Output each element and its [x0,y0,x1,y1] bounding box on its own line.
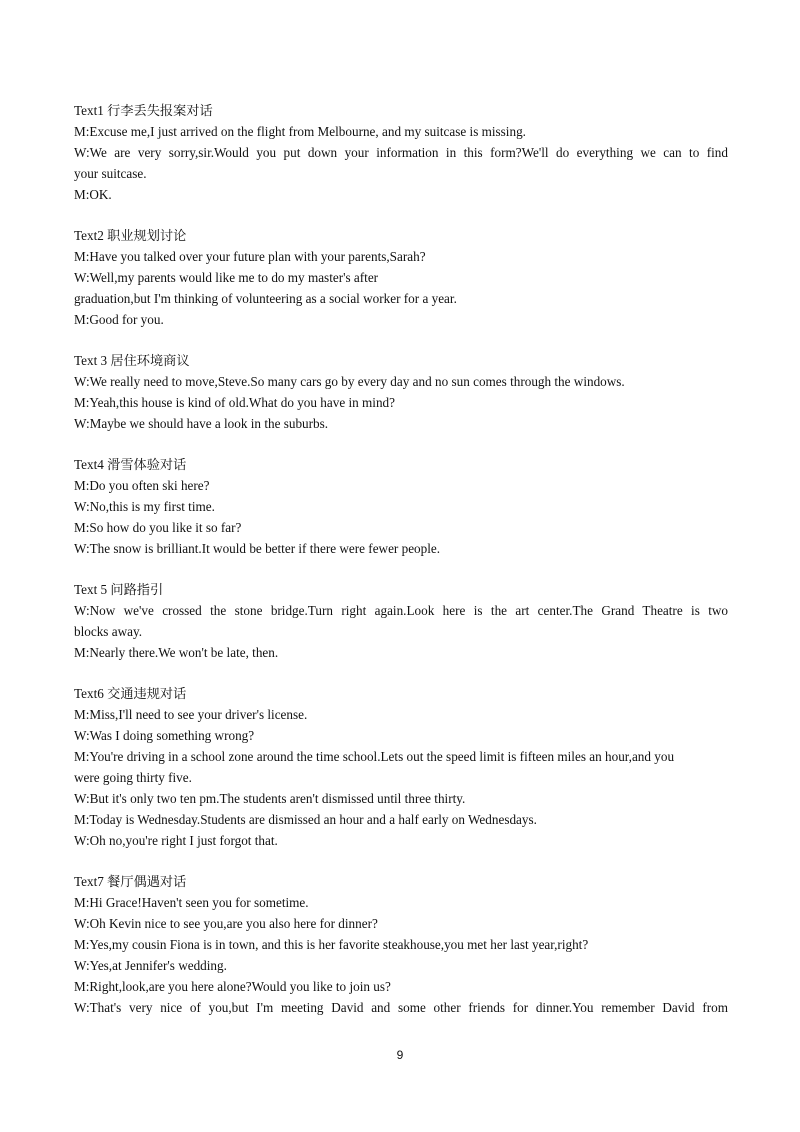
dialogue-line: were going thirty five. [74,770,192,785]
dialogue-line: W:We are very sorry,sir.Would you put down your information in this form?We'll do everything we can to find [74,145,728,160]
dialogue-line: M:Good for you. [74,312,164,327]
dialogue-line: W:Maybe we should have a look in the suburbs. [74,416,329,431]
section-text1 [74,100,728,205]
dialogue-line: M:Nearly there.We won't be late, then. [74,645,279,660]
dialogue-line: M:Yes,my cousin Fiona is in town, and this is her favorite steakhouse,you met her last year,right? [74,937,589,952]
dialogue-line: W:No,this is my first time. [74,499,215,514]
section-text5 [74,579,728,663]
dialogue-line: M:You're driving in a school zone around the time school.Lets out the speed limit is fifteen miles an hour,and you [74,749,675,764]
section-text3 [74,350,728,434]
dialogue-line: W:Was I doing something wrong? [74,728,255,743]
section-heading: Text4 滑雪体验对话 [74,457,187,472]
section-heading: Text2 职业规划讨论 [74,228,187,243]
dialogue-line: M:Right,look,are you here alone?Would you like to join us? [74,979,391,994]
section-heading: Text 5 问路指引 [74,582,164,597]
dialogue-line: M:Do you often ski here? [74,478,210,493]
dialogue-line: graduation,but I'm thinking of volunteering as a social worker for a year. [74,291,457,306]
dialogue-line: W:That's very nice of you,but I'm meeting David and some other friends for dinner.You remember David from [74,1000,728,1015]
section-heading: Text 3 居住环境商议 [74,353,190,368]
dialogue-line: W:The snow is brilliant.It would be better if there were fewer people. [74,541,441,556]
dialogue-line: M:So how do you like it so far? [74,520,242,535]
dialogue-line: M:Hi Grace!Haven't seen you for sometime. [74,895,309,910]
section-heading: Text6 交通违规对话 [74,686,187,701]
dialogue-line: W:Now we've crossed the stone bridge.Turn right again.Look here is the art center.The Grand Theatre is two [74,603,728,618]
section-text2 [74,225,728,330]
dialogue-line: W:Yes,at Jennifer's wedding. [74,958,227,973]
dialogue-line: M:Yeah,this house is kind of old.What do you have in mind? [74,395,395,410]
dialogue-line: M:Today is Wednesday.Students are dismissed an hour and a half early on Wednesdays. [74,812,537,827]
dialogue-line: M:Have you talked over your future plan with your parents,Sarah? [74,249,426,264]
section-text7 [74,871,728,1018]
section-text4 [74,454,728,559]
dialogue-line: W:Well,my parents would like me to do my master's after [74,270,379,285]
dialogue-line: W:Oh Kevin nice to see you,are you also here for dinner? [74,916,378,931]
section-heading: Text7 餐厅偶遇对话 [74,874,187,889]
dialogue-line: M:Excuse me,I just arrived on the flight from Melbourne, and my suitcase is missing. [74,124,526,139]
dialogue-line: W:Oh no,you're right I just forgot that. [74,833,278,848]
section-heading: Text1 行李丢失报案对话 [74,103,213,118]
dialogue-line: M:OK. [74,187,112,202]
dialogue-line: blocks away. [74,624,142,639]
dialogue-line: M:Miss,I'll need to see your driver's license. [74,707,308,722]
dialogue-line: your suitcase. [74,166,147,181]
section-text6 [74,683,728,851]
dialogue-line: W:But it's only two ten pm.The students aren't dismissed until three thirty. [74,791,466,806]
dialogue-line: W:We really need to move,Steve.So many cars go by every day and no sun comes through the windows. [74,374,625,389]
page-number: 9 [396,1048,404,1062]
